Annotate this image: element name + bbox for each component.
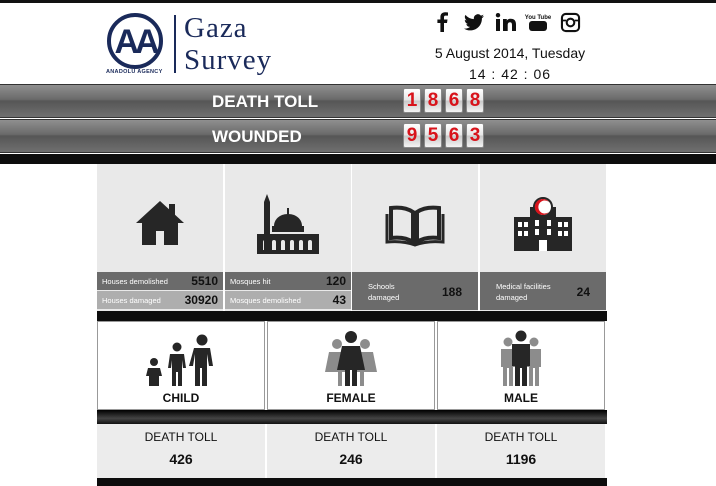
female-card: [267, 321, 435, 410]
houses-card: [97, 164, 223, 311]
male-group-icon: [438, 326, 604, 386]
stat-value: 188: [441, 285, 462, 299]
stat-label: Medical facilities damaged: [496, 282, 551, 302]
counter-digit: 5: [424, 123, 442, 148]
book-icon: [352, 178, 478, 268]
separator-band: [0, 154, 716, 164]
child-family-icon: [98, 326, 264, 386]
mosques-card: [225, 164, 351, 311]
page-title-line1: Gaza: [184, 12, 248, 44]
toll-value: 426: [169, 451, 193, 467]
social-links: [432, 11, 580, 33]
male-card: [437, 321, 605, 410]
wounded-counter: [403, 123, 484, 148]
header: [0, 3, 716, 83]
instagram-icon[interactable]: [560, 11, 580, 33]
female-label: FEMALE: [326, 391, 376, 405]
medical-card: [480, 164, 606, 311]
counter-digit: 8: [466, 88, 484, 113]
aa-logo: [104, 13, 166, 75]
separator-band: [97, 410, 607, 424]
death-toll-label: DEATH TOLL: [212, 92, 319, 111]
toll-value: 1196: [505, 451, 537, 467]
child-card: [97, 321, 265, 410]
title-divider: [174, 15, 176, 73]
toll-label: DEATH TOLL: [484, 430, 558, 444]
stat-value: 5510: [191, 274, 218, 288]
death-toll-counter: [403, 88, 484, 113]
agency-name: ANADOLU AGENCY: [106, 69, 163, 75]
page-title-line2: Survey: [184, 44, 273, 76]
stat-label: Houses demolished: [102, 277, 168, 286]
current-date: 5 August 2014, Tuesday: [434, 45, 586, 61]
schools-card: [352, 164, 478, 311]
stat-value: 120: [325, 274, 346, 288]
counter-digit: 6: [445, 88, 463, 113]
counter-digit: 9: [403, 123, 421, 148]
youtube-icon[interactable]: [524, 11, 552, 33]
female-death-toll: [267, 424, 435, 478]
current-time: 14 : 42 : 06: [468, 66, 552, 82]
linkedin-icon[interactable]: [496, 11, 516, 33]
schools-row: [352, 272, 478, 310]
stat-label: Mosques demolished: [230, 296, 301, 305]
counter-digit: 8: [424, 88, 442, 113]
wounded-label: WOUNDED: [212, 127, 302, 146]
houses-damaged-row: [97, 291, 223, 309]
toll-label: DEATH TOLL: [144, 430, 218, 444]
death-toll-banner: [0, 84, 716, 118]
svg-text:You Tube: You Tube: [524, 15, 552, 21]
stat-label: Schools damaged: [368, 282, 400, 302]
mosque-icon: [225, 178, 351, 268]
male-death-toll: [437, 424, 605, 478]
female-group-icon: [268, 326, 434, 386]
twitter-icon[interactable]: [464, 11, 484, 33]
counter-digit: 6: [445, 123, 463, 148]
houses-demolished-row: [97, 272, 223, 290]
wounded-banner: [0, 119, 716, 153]
stat-label: Mosques hit: [230, 277, 271, 286]
child-label: CHILD: [162, 391, 200, 405]
separator-band: [97, 311, 607, 321]
medical-row: [480, 272, 606, 310]
mosques-hit-row: [225, 272, 351, 290]
stat-value: 43: [332, 293, 346, 307]
stat-value: 24: [576, 285, 590, 299]
counter-digit: 3: [466, 123, 484, 148]
stat-label: Houses damaged: [102, 296, 161, 305]
stat-value: 30920: [184, 293, 218, 307]
bottom-border: [97, 478, 607, 486]
hospital-icon: [480, 178, 606, 268]
child-death-toll: [97, 424, 265, 478]
house-icon: [97, 178, 223, 268]
toll-label: DEATH TOLL: [314, 430, 388, 444]
counter-digit: 1: [403, 88, 421, 113]
male-label: MALE: [504, 391, 538, 405]
facebook-icon[interactable]: [432, 11, 452, 33]
toll-value: 246: [339, 451, 363, 467]
mosques-demolished-row: [225, 291, 351, 309]
svg-text:AA: AA: [114, 23, 156, 61]
